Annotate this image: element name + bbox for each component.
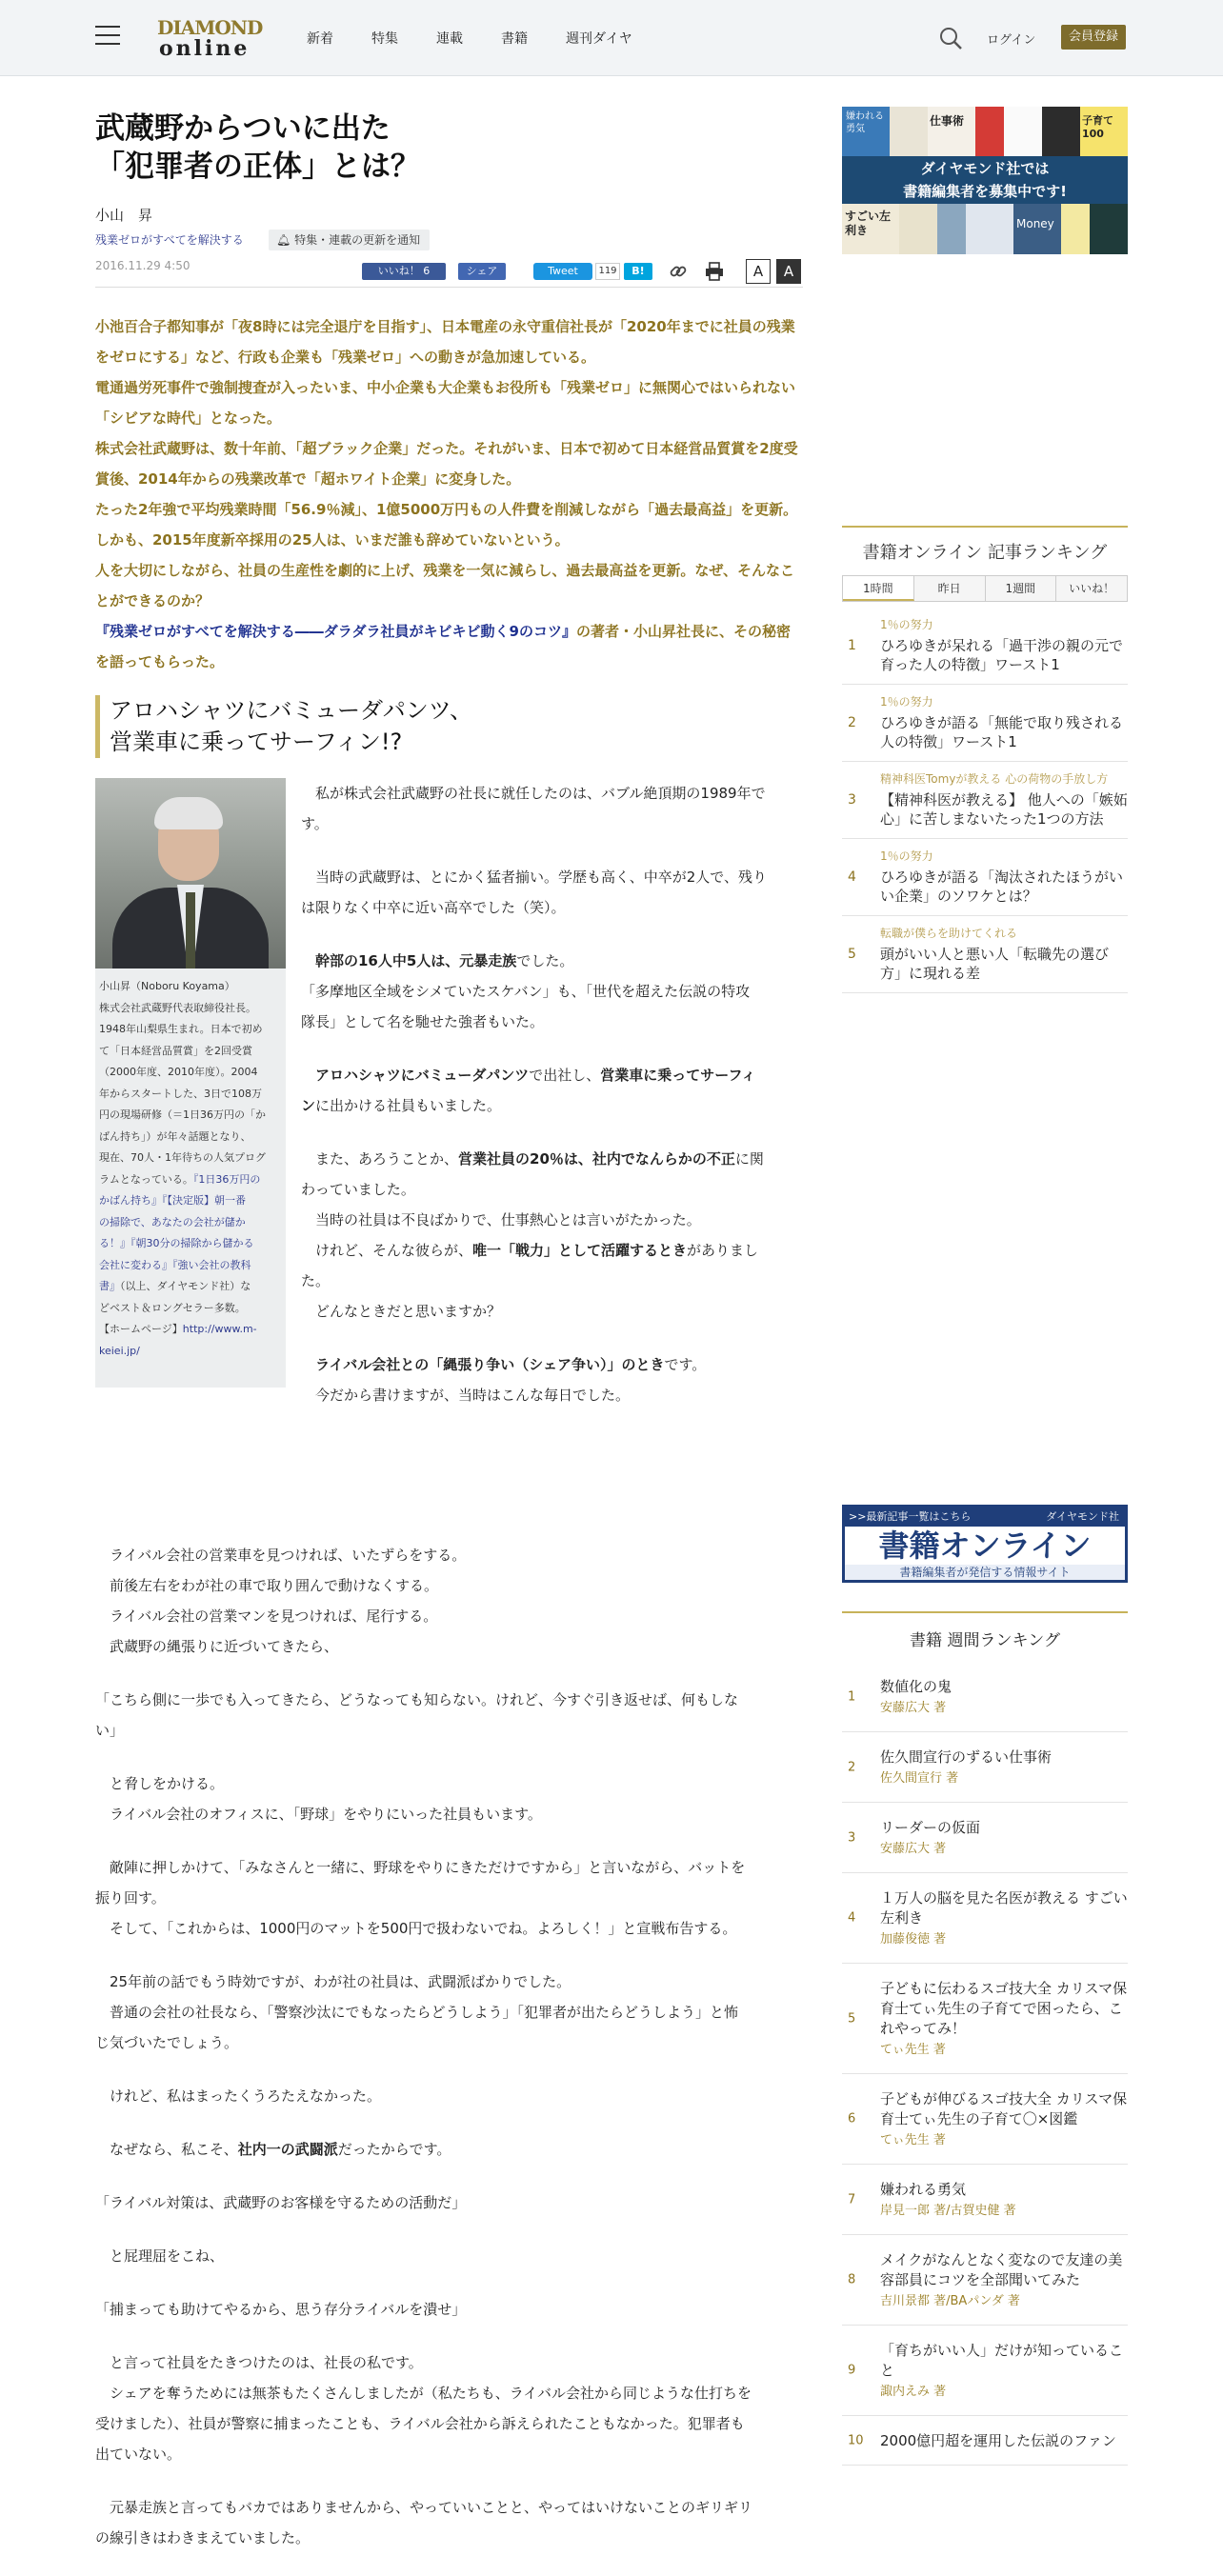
- site-header: [0, 0, 1223, 76]
- text-line: じ気づいたでしょう。: [95, 2034, 239, 2051]
- text-line: 前後左右をわが社の車で取り囲んで動けなくする。: [95, 1577, 439, 1594]
- rank-number: 6: [848, 2111, 856, 2127]
- paragraph: [95, 2492, 803, 2553]
- text: でした。: [516, 952, 574, 969]
- lead-paragraph: たった2年強で平均残業時間「56.9％減」、1億5000万円もの人件費を削減しながら「過去最高益」を更新。しかも、2015年度新卒採用の25人は、いまだ誰も辞めていないという。: [95, 501, 798, 549]
- paragraph: [95, 2241, 803, 2271]
- text-line: 「ライバル対策は、武蔵野のお客様を守るための活動だ」: [95, 2194, 467, 2211]
- weekly-book-ranking: [842, 1611, 1128, 2466]
- author-profile: [95, 778, 286, 1388]
- weekly-item[interactable]: [842, 1803, 1128, 1873]
- site-logo[interactable]: [157, 17, 262, 59]
- book-title: 子どもに伝わるスゴ技大全 カリスマ保育士てぃ先生の子育てで困ったら、これやってみ！: [880, 1980, 1128, 2037]
- paragraph: [95, 1685, 803, 1746]
- weekly-item[interactable]: [842, 1662, 1128, 1732]
- text-line: 出ていない。: [95, 2446, 182, 2463]
- title-line-1: 武蔵野からついに出た: [95, 111, 391, 146]
- article-title: [95, 110, 803, 186]
- text-line: 元暴走族と言ってもバカではありませんから、やっていいことと、やってはいけないことのギリギリ: [95, 2499, 753, 2516]
- ranking-item[interactable]: [842, 608, 1128, 685]
- login-link[interactable]: ログイン: [987, 33, 1036, 48]
- rank-number: 5: [848, 2011, 856, 2026]
- rank-category: 精神科医Tomyが教える 心の荷物の手放し方: [880, 772, 1109, 786]
- rank-number: 1: [848, 1689, 856, 1704]
- book-cover: [937, 204, 966, 254]
- series-row: [95, 231, 803, 252]
- caption-line: 【ホームページ】: [99, 1323, 183, 1335]
- caption-line: 小山昇（Noboru Koyama）: [99, 980, 235, 992]
- title-line-2: 「犯罪者の正体」とは？: [95, 150, 420, 184]
- paragraph: [95, 2294, 803, 2325]
- rank-number: 4: [848, 869, 856, 885]
- book-title: 子どもが伸びるスゴ技大全 カリスマ保育士てぃ先生の子育て〇×図鑑: [880, 2090, 1128, 2127]
- notify-label: 特集・連載の更新を通知: [294, 233, 421, 247]
- bold-text: 営業社員の20％は、社内でなんらかの不正: [458, 1150, 735, 1168]
- text-line: の線引きはわきまえていました。: [95, 2529, 311, 2546]
- text: がありまし: [687, 1242, 759, 1259]
- weekly-item[interactable]: [842, 2165, 1128, 2235]
- font-size-large-button[interactable]: A: [776, 259, 801, 284]
- recruit-line-1: ダイヤモンド社では: [920, 160, 1050, 177]
- notify-button[interactable]: [269, 230, 430, 250]
- bold-text: ライバル会社との「縄張り争い（シェア争い）」のとき: [301, 1356, 665, 1373]
- text-line: 当時の武蔵野は、とにかく猛者揃い。学歴も高く、中卒が2人で、残り: [301, 869, 767, 886]
- rank-title: ひろゆきが語る「無能で取り残される人の特徴」ワースト1: [880, 714, 1124, 750]
- text: に出かける社員もいました。: [315, 1097, 502, 1114]
- bold-text: アロハシャツにバミューダパンツ: [301, 1067, 530, 1084]
- text-line: けれど、私はまったくうろたえなかった。: [95, 2087, 382, 2105]
- weekly-item[interactable]: [842, 2235, 1128, 2326]
- rank-number: 3: [848, 1830, 856, 1845]
- paragraph: [301, 946, 803, 1037]
- nav-weekly-diamond[interactable]: 週刊ダイヤ: [566, 31, 632, 47]
- text-line: ライバル会社のオフィスに、「野球」をやりにいった社員もいます。: [95, 1806, 542, 1823]
- caption-line: ばん持ち」）が年々話題となり、: [99, 1129, 251, 1143]
- paragraph: [95, 2347, 803, 2469]
- rank-category: 1％の努力: [880, 695, 933, 709]
- recruit-banner[interactable]: [842, 107, 1128, 254]
- banner-top-bar: [845, 1508, 1125, 1527]
- book-title: 2000億円超を運用した伝説のファン: [880, 2432, 1116, 2449]
- weekly-item[interactable]: [842, 1732, 1128, 1803]
- search-icon[interactable]: [938, 26, 963, 50]
- text-line: 普通の会社の社長なら、「警察沙汰にでもなったらどうしよう」「犯罪者が出たらどうしよう」と怖: [95, 2004, 739, 2021]
- recruit-line-2: 書籍編集者を募集中です!: [903, 183, 1067, 200]
- menu-icon[interactable]: [95, 26, 120, 47]
- caption-line: 1948年山梨県生まれ。日本で初め: [99, 1023, 263, 1035]
- ranking-list: [842, 608, 1128, 993]
- article-body: [301, 778, 803, 1433]
- ranking-item[interactable]: [842, 839, 1128, 916]
- logo-bottom: online: [159, 36, 251, 61]
- paragraph: [301, 1060, 803, 1121]
- rank-number: 5: [848, 947, 856, 962]
- facebook-share-button[interactable]: シェア: [458, 263, 506, 280]
- book-link[interactable]: 『残業ゼロがすべてを解決する――ダラダラ社員がキビキビ動く9のコツ』: [95, 623, 576, 640]
- rank-category: 転職が僕らを助けてくれる: [880, 927, 1018, 940]
- tweet-count: 119: [595, 263, 620, 280]
- weekly-item[interactable]: [842, 2074, 1128, 2165]
- facebook-like-button[interactable]: いいね！ 6: [362, 263, 446, 280]
- bell-icon: 🔔︎: [276, 233, 295, 247]
- caption-book-link[interactable]: 『1日36万円の: [192, 1172, 261, 1186]
- lead-paragraph: [95, 616, 803, 677]
- nav-new[interactable]: 新着: [307, 31, 333, 47]
- book-title: メイクがなんとなく変なので友達の美容部員にコツを全部聞いてみた: [880, 2251, 1123, 2288]
- bold-text: 社内一の武闘派: [237, 2141, 338, 2158]
- weekly-item[interactable]: [842, 2416, 1128, 2466]
- book-author: 吉川景都 著/BAパンダ 著: [880, 2294, 1020, 2308]
- text-line: 私が株式会社武蔵野の社長に就任したのは、バブル絶頂期の1989年で: [301, 785, 766, 802]
- rank-number: 7: [848, 2192, 856, 2207]
- section-heading: [95, 695, 803, 758]
- book-cover: すごい左利き: [842, 204, 899, 254]
- book-author: てぃ先生 著: [880, 2133, 946, 2147]
- book-author: てぃ先生 著: [880, 2043, 946, 2057]
- text-line: 「こちら側に一歩でも入ってきたら、どうなっても知らない。けれど、今すぐ引き返せば、何もしな: [95, 1691, 739, 1708]
- book-cover: [899, 204, 937, 254]
- tweet-button[interactable]: Tweet: [533, 263, 592, 280]
- bold-text: ン: [301, 1097, 316, 1114]
- text-line: 「捕まっても助けてやるから、思う存分ライバルを潰せ」: [95, 2301, 467, 2318]
- caption-line: 株式会社武蔵野代表取締役社長。: [99, 1001, 256, 1014]
- rank-title: ひろゆきが呆れる「過干渉の親の元で育った人の特徴」ワースト1: [880, 637, 1124, 673]
- tab-1-hour[interactable]: 1時間: [843, 576, 914, 601]
- text: けれど、そんな彼らが、: [301, 1242, 473, 1259]
- caption-line: どベスト＆ロングセラー多数。: [99, 1301, 246, 1314]
- text: なぜなら、私こそ、: [95, 2141, 238, 2158]
- nav-series[interactable]: 連載: [436, 31, 463, 47]
- rank-number: 4: [848, 1910, 856, 1926]
- lead-tail: の著者・小山昇社長に、その秘密を語ってもらった。: [95, 623, 792, 670]
- book-cover: [975, 107, 1004, 156]
- paragraph: [95, 1540, 803, 1662]
- text-line: 当時の社員は不良ばかりで、仕事熱心とは言いがたかった。: [301, 1211, 701, 1228]
- caption-line: （2000年度、2010年度）。2004: [99, 1066, 258, 1078]
- book-cover: [1061, 204, 1090, 254]
- text: に関: [734, 1150, 764, 1168]
- book-cover: [966, 204, 1013, 254]
- paragraph: [95, 1967, 803, 2058]
- book-author: 安藤広大 著: [880, 1701, 947, 1715]
- text-line: は限りなく中卒に近い高卒でした（笑）。: [301, 899, 566, 916]
- text-line: す。: [301, 815, 329, 832]
- rank-number: 1: [848, 638, 856, 653]
- banner-subtitle: 書籍編集者が発信する情報サイト: [845, 1565, 1125, 1580]
- rank-number: 10: [848, 2433, 864, 2447]
- text-line: シェアを奪うためには無茶もたくさんしましたが（私たちも、ライバル会社から同じような仕打ちを: [95, 2385, 752, 2402]
- hatena-bookmark-button[interactable]: B!: [624, 263, 652, 280]
- text-line: 受けました）、社員が警察に捕まったことも、ライバル会社から訴えられたこともなかった。犯罪者も: [95, 2415, 745, 2432]
- book-title: 嫌われる勇気: [880, 2181, 967, 2198]
- book-cover: [1042, 107, 1080, 156]
- rank-title: 【精神科医が教える】 他人への「嫉妬心」に苦しまないたった1つの方法: [880, 791, 1128, 828]
- caption-book-link[interactable]: る！』『朝30分の掃除から儲かる: [99, 1237, 254, 1249]
- book-title: 「育ちがいい人」だけが知っていること: [880, 2342, 1124, 2379]
- paragraph: [301, 1144, 803, 1327]
- caption-line: 現在、70人・1年待ちの人気プログ: [99, 1151, 266, 1164]
- text: また、あろうことか、: [301, 1150, 459, 1168]
- lead-paragraph: 小池百合子都知事が「夜8時には完全退庁を目指す」、日本電産の永守重信社長が「2020年までに社員の残業をゼロにする」など、行政も企業も「残業ゼロ」への動きが急加速している。: [95, 318, 795, 366]
- text-line: と屁理屈をこね、: [95, 2247, 225, 2265]
- book-author: 安藤広大 著: [880, 1842, 947, 1856]
- rank-title: ひろゆきが語る「淘汰されたほうがいい企業」のソワケとは？: [880, 869, 1124, 905]
- paragraph: [95, 1768, 803, 1829]
- paragraph: [301, 1349, 803, 1410]
- paragraph: [95, 2081, 803, 2111]
- homepage-link[interactable]: keiei.jp/: [99, 1344, 140, 1357]
- banner-title: 書籍オンライン: [878, 1528, 1092, 1564]
- caption-book-link[interactable]: の掃除で、あなたの会社が儲か: [99, 1215, 246, 1228]
- nav-books[interactable]: 書籍: [501, 31, 528, 47]
- bold-text: 営業車に乗ってサーフィ: [600, 1067, 756, 1084]
- caption-line: 年からスタートした、3日で108万: [99, 1087, 262, 1100]
- text: です。: [664, 1356, 707, 1373]
- caption-book-link[interactable]: 書』: [99, 1280, 120, 1292]
- paragraph: [301, 862, 803, 923]
- tab-likes[interactable]: いいね！: [1056, 576, 1127, 601]
- paragraph: [95, 2134, 803, 2165]
- font-size-normal-button[interactable]: A: [746, 259, 771, 284]
- book-title: 数値化の鬼: [880, 1678, 952, 1695]
- tab-1-week[interactable]: 1週間: [986, 576, 1057, 601]
- book-cover: [1090, 204, 1128, 254]
- rank-category: 1％の努力: [880, 849, 933, 863]
- weekly-title: 書籍 週間ランキング: [910, 1631, 1060, 1650]
- homepage-link[interactable]: http://www.m-: [182, 1323, 257, 1335]
- book-cover: 仕事術: [928, 107, 975, 156]
- print-icon[interactable]: [704, 261, 725, 282]
- text-line: 隊長」として名を馳せた強者もいた。: [301, 1013, 545, 1030]
- rank-number: 8: [848, 2272, 856, 2287]
- text-line: 今だから書けますが、当時はこんな毎日でした。: [301, 1387, 631, 1404]
- text-line: 武蔵野の縄張りに近づいてきたら、: [95, 1638, 339, 1655]
- ranking-tabs: [842, 575, 1128, 602]
- caption-line: て「日本経営品質賞」を2回受賞: [99, 1044, 252, 1057]
- text: で出社し、: [529, 1067, 601, 1084]
- books-online-banner[interactable]: [842, 1505, 1128, 1583]
- book-author: 佐久間宣行 著: [880, 1771, 959, 1786]
- book-title: 佐久間宣行のずるい仕事術: [880, 1748, 1053, 1766]
- tab-yesterday[interactable]: 昨日: [914, 576, 986, 601]
- logo-top: DIAMOND: [157, 16, 263, 39]
- weekly-item[interactable]: [842, 2326, 1128, 2416]
- rank-title: 頭がいい人と悪い人「転職先の選び方」に現れる差: [880, 946, 1110, 982]
- paragraph: [301, 778, 803, 839]
- latest-articles-link: >>最新記事一覧はこちら: [849, 1510, 972, 1523]
- ranking-item[interactable]: [842, 916, 1128, 993]
- rank-number: 2: [848, 715, 856, 730]
- weekly-item[interactable]: [842, 1964, 1128, 2074]
- weekly-item[interactable]: [842, 1873, 1128, 1964]
- paragraph: [95, 2187, 803, 2218]
- text-line: ライバル会社の営業マンを見つければ、尾行する。: [95, 1608, 438, 1625]
- nav-feature[interactable]: 特集: [371, 31, 398, 47]
- caption-book-link[interactable]: 会社に変わる』『強い会社の教科: [99, 1258, 251, 1271]
- book-cover: 子育て100: [1080, 107, 1128, 156]
- text-line: わっていました。: [301, 1181, 415, 1198]
- text: だったからです。: [337, 2141, 451, 2158]
- author-caption: [95, 968, 286, 1362]
- bold-text: 幹部の16人中5人は、元暴走族: [301, 952, 517, 969]
- text-line: 振り回す。: [95, 1889, 166, 1907]
- heading-line-2: 営業車に乗ってサーフィン!?: [110, 729, 403, 755]
- book-cover: 嫌われる勇気: [842, 107, 890, 156]
- text-line: そして、「これからは、1000円のマットを500円で扱わないでね。よろしく！」と宣戦布告する。: [95, 1920, 737, 1937]
- text-line: と言って社員をたきつけたのは、社長の私です。: [95, 2354, 423, 2371]
- book-title: １万人の脳を見た名医が教える すごい左利き: [880, 1889, 1128, 1927]
- caption-line: 円の現場研修（＝1日36万円の「か: [99, 1108, 266, 1121]
- ranking-title: 書籍オンライン 記事ランキング: [862, 543, 1108, 563]
- publish-date: 2016.11.29 4:50: [95, 259, 190, 272]
- book-author: 諏内えみ 著: [880, 2385, 947, 2399]
- book-title: リーダーの仮面: [880, 1819, 981, 1836]
- ranking-item[interactable]: [842, 685, 1128, 762]
- lead-paragraph: 人を大切にしながら、社員の生産性を劇的に上げ、残業を一気に減らし、過去最高益を更新。なぜ、そんなことができるのか？: [95, 562, 794, 609]
- paragraph: [95, 1852, 803, 1944]
- text-line: 25年前の話でもう時効ですが、わが社の社員は、武闘派ばかりでした。: [95, 1973, 571, 1990]
- book-author: 加藤俊徳 著: [880, 1932, 947, 1947]
- series-link[interactable]: 残業ゼロがすべてを解決する: [95, 233, 244, 247]
- caption-line: ラムとなっている。: [99, 1172, 193, 1186]
- register-button[interactable]: 会員登録: [1061, 25, 1126, 50]
- book-cover: Money: [1013, 204, 1061, 254]
- book-cover: [1004, 107, 1042, 156]
- text-line: 「多摩地区全域をシメていたスケバン」も、「世代を超えた伝説の特攻: [301, 983, 751, 1000]
- link-icon[interactable]: [668, 261, 689, 282]
- share-bar: [95, 259, 803, 288]
- article: [95, 110, 803, 2546]
- text-line: た。: [301, 1272, 331, 1289]
- rank-number: 3: [848, 792, 856, 808]
- rank-category: 1％の努力: [880, 618, 933, 631]
- recruit-banner-text: [842, 156, 1128, 204]
- author-photo: [95, 778, 286, 968]
- main-nav: [307, 29, 671, 48]
- caption-line: （以上、ダイヤモンド社）な: [120, 1280, 251, 1292]
- article-body-continued: [95, 1540, 803, 2576]
- article-ranking: [842, 526, 1128, 993]
- heading-line-1: アロハシャツにバミューダパンツ、: [110, 697, 473, 724]
- rank-number: 9: [848, 2363, 856, 2378]
- banner-brand: ダイヤモンド社: [1046, 1510, 1119, 1523]
- text-line: どんなときだと思いますか？: [301, 1303, 502, 1320]
- bold-text: 唯一「戦力」として活躍するとき: [472, 1242, 688, 1259]
- text-line: と脅しをかける。: [95, 1775, 225, 1792]
- lead-paragraph: 電通過労死事件で強制捜査が入ったいま、中小企業も大企業もお役所も「残業ゼロ」に無関心ではいられない「シビアな時代」となった。: [95, 379, 796, 427]
- book-cover: [890, 107, 928, 156]
- ranking-item[interactable]: [842, 762, 1128, 839]
- caption-book-link[interactable]: かばん持ち』『【決定版】朝一番: [99, 1194, 246, 1207]
- text-line: 敵陣に押しかけて、「みなさんと一緒に、野球をやりにきただけですから」と言いながら、バットを: [95, 1859, 746, 1876]
- lead-paragraph: 株式会社武蔵野は、数十年前、「超ブラック企業」だった。それがいま、日本で初めて日本経営品質賞を2度受賞後、2014年からの残業改革で「超ホワイト企業」に変身した。: [95, 440, 798, 488]
- text-line: い」: [95, 1722, 125, 1739]
- text-line: ライバル会社の営業車を見つければ、いたずらをする。: [95, 1547, 467, 1564]
- rank-number: 2: [848, 1760, 856, 1774]
- book-author: 岸見一郎 著/古賀史健 著: [880, 2204, 1016, 2218]
- article-lead: [95, 311, 803, 677]
- author-name[interactable]: 小山 昇: [95, 207, 153, 224]
